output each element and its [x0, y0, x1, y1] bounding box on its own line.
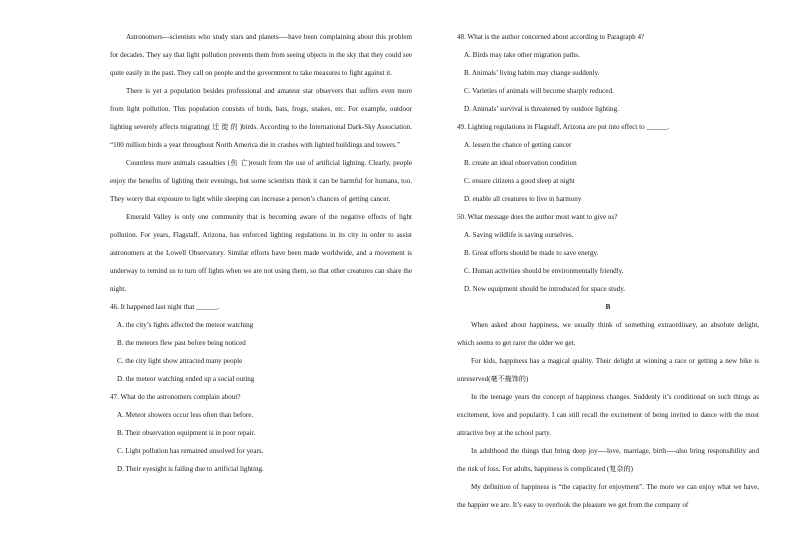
passage-paragraph-2: There is yet a population besides professional and amateur star observers that suffers even more from light pollution. This population consists of birds, bats, frogs, snakes, etc. For example, outdoor lighting severely affects migrating( 迁 徙 的 )birds. According to the International Dark-Sky Association. “100 million birds a year throughout North America die in crashes with lighted buildings and towers.” [110, 87, 412, 149]
question-50 [457, 208, 759, 298]
question-47-stem: 47. What do the astronomers complain about? [110, 393, 241, 401]
question-49-option-d: D. enable all creatures to live in harmony [464, 195, 582, 203]
question-47-option-c: C. Light pollution has remained unsolved for years. [117, 447, 264, 455]
question-48-option-a: A. Birds may take other migration paths. [464, 51, 580, 59]
question-47-option-b: B. Their observation equipment is in poor repair. [117, 429, 256, 437]
question-48-stem: 48. What is the author concerned about according to Paragraph 4? [457, 33, 645, 41]
section-b-heading: B [605, 303, 611, 311]
passage-b-paragraph-4: In adulthood the things that bring deep joy----love, marriage, birth----also bring responsibility and the risk of loss. For adults, happiness is complicated (复杂的) [457, 447, 759, 473]
question-46-option-d: D. the meteor watching ended up a social outing [117, 375, 255, 383]
question-50-option-b: B. Great efforts should be made to save energy. [464, 249, 599, 257]
passage-b-paragraph-3: In the teenage years the concept of happiness changes. Suddenly it’s conditional on such things as excitement, love and popularity. I can still recall the excitement of being invited to dance with the most attractive boy at the school party. [457, 393, 759, 437]
right-column [457, 28, 759, 514]
question-47-option-d: D. Their eyesight is failing due to artificial lighting. [117, 465, 264, 473]
question-49-option-a: A. lessen the chance of getting cancer [464, 141, 572, 149]
question-46 [110, 298, 412, 388]
passage-b-paragraph-5: My definition of happiness is “the capacity for enjoyment”. The more we can enjoy what we have, the happier we are. It’s easy to overlook the pleasure we get from the company of [457, 483, 759, 509]
question-48-option-d: D. Animals’ survival is threatened by outdoor lighting. [464, 105, 619, 113]
question-46-option-b: B. the meteors flew past before being noticed [117, 339, 246, 347]
passage-paragraph-4: Emerald Valley is only one community that is becoming aware of the negative effects of light pollution. For years, Flagstaff, Arizona, has enforced lighting regulations in its city in order to assist astronomers at the Lowell Observatory. Similar efforts have been made worldwide, and a movement is underway to remind us to turn off lights when we are not using them, so that other creatures can share the night. [110, 213, 412, 293]
question-49-option-b: B. create an ideal observation condition [464, 159, 577, 167]
question-47-option-a: A. Meteor showers occur less often than before. [117, 411, 254, 419]
question-50-option-a: A. Saving wildlife is saving ourselves. [464, 231, 574, 239]
question-50-stem: 50. What message does the author most want to give us? [457, 213, 618, 221]
question-48 [457, 28, 759, 118]
question-50-option-d: D. New equipment should be introduced for space study. [464, 285, 626, 293]
question-49-option-c: C. ensure citizens a good sleep at night [464, 177, 575, 185]
question-46-option-a: A. the city’s lights affected the meteor watching [117, 321, 254, 329]
passage-paragraph-1: Astronomers---scientists who study stars and planets----have been complaining about this problem for decades. They say that light pollution prevents them from seeing objects in the sky that they could see quite easily in the past. They call on people and the government to take measures to fight against it. [110, 33, 412, 77]
question-46-stem: 46. It happened last night that ______. [110, 303, 220, 311]
passage-paragraph-3: Countless more animals casualties (伤 亡)result from the use of artificial lighting. Clearly, people enjoy the benefits of lighting their evenings, but some scientists think it can be harmful for humans, too. They worry that exposure to light while sleeping can increase a person’s chances of getting cancer. [110, 159, 412, 203]
question-48-option-b: B. Animals’ living habits may change suddenly. [464, 69, 600, 77]
question-50-option-c: C. Human activities should be environmentally friendly. [464, 267, 624, 275]
question-46-option-c: C. the city light show attracted many people [117, 357, 243, 365]
question-49-stem: 49. Lighting regulations in Flagstaff, Arizona are put into effect to ______. [457, 123, 670, 131]
passage-b-paragraph-2: For kids, happiness has a magical quality. Their delight at winning a race or getting a new bike is unreserved(毫不掩饰的) [457, 357, 759, 383]
question-48-option-c: C. Varieties of animals will become sharply reduced. [464, 87, 614, 95]
passage-b-paragraph-1: When asked about happiness, we usually think of something extraordinary, an absolute delight, which seems to get rarer the older we get. [457, 321, 759, 347]
question-47 [110, 388, 412, 478]
left-column [110, 28, 412, 478]
question-49 [457, 118, 759, 208]
